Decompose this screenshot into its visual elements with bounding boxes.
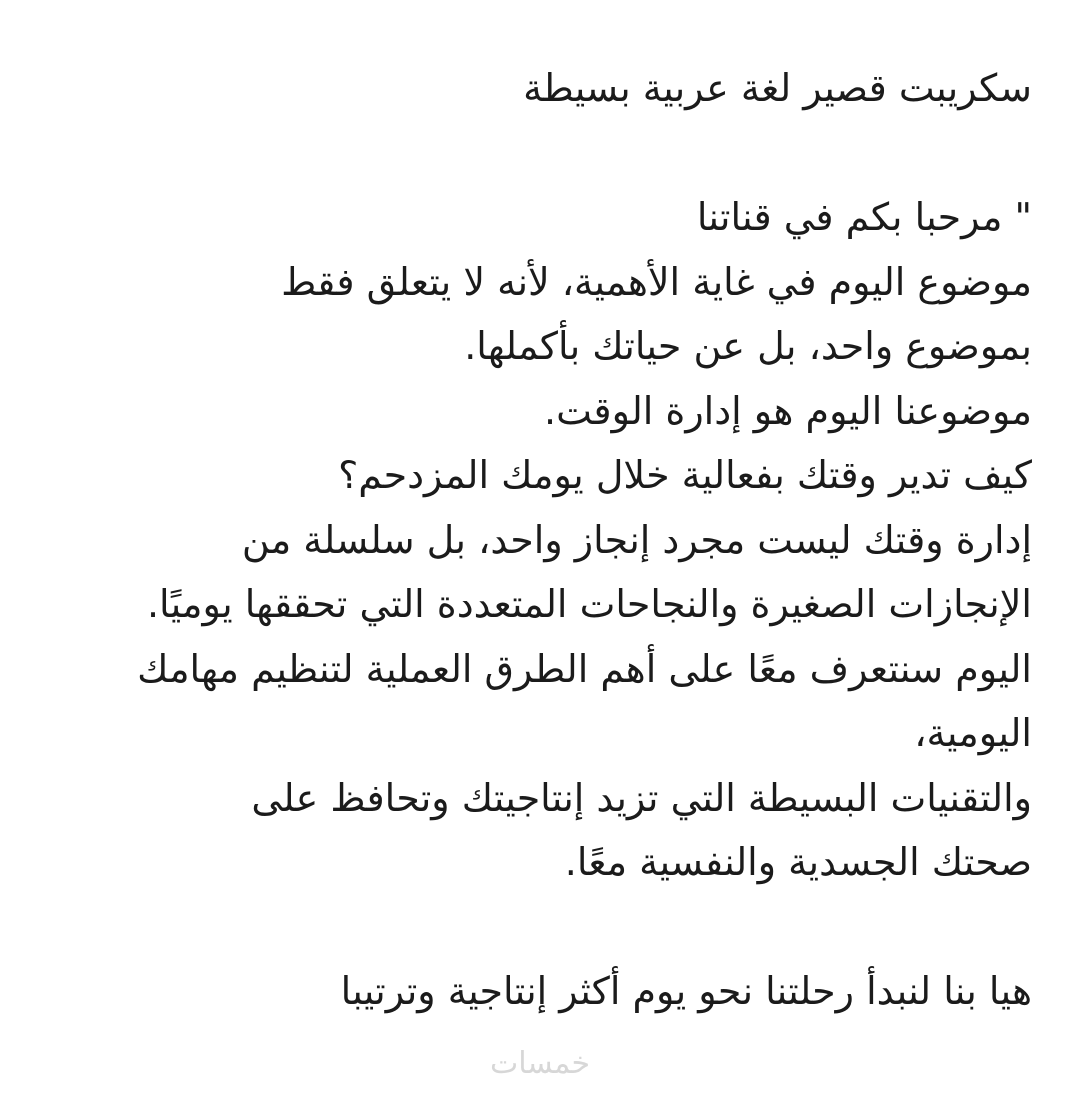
text-line: بموضوع واحد، بل عن حياتك بأكملها. (464, 324, 1032, 368)
text-line: كيف تدير وقتك بفعالية خلال يومك المزدحم؟ (338, 453, 1032, 497)
text-line: اليومية، (914, 711, 1032, 755)
text-line: إدارة وقتك ليست مجرد إنجاز واحد، بل سلسلة من (241, 517, 1032, 562)
watermark-logo: خمسات (489, 1046, 591, 1081)
text-line: والتقنيات البسيطة التي تزيد إنتاجيتك وتحافظ على (251, 775, 1032, 820)
blank-line (40, 895, 1032, 960)
text-line: موضوع اليوم في غاية الأهمية، لأنه لا يتعلق فقط (281, 259, 1032, 304)
text-line: اليوم سنتعرف معًا على أهم الطرق العملية لتنظيم مهامك (137, 646, 1032, 691)
closing-line: هيا بنا لنبدأ رحلتنا نحو يوم أكثر إنتاجية وترتيبا (340, 969, 1032, 1013)
document-title: سكريبت قصير لغة عربية بسيطة (523, 66, 1032, 110)
text-line: موضوعنا اليوم هو إدارة الوقت. (544, 388, 1032, 433)
text-line: صحتك الجسدية والنفسية معًا. (564, 840, 1032, 884)
blank-line (40, 121, 1032, 186)
text-line: الإنجازات الصغيرة والنجاحات المتعددة التي تحققها يوميًا. (146, 582, 1032, 626)
text-line: " مرحبا بكم في قناتنا (696, 195, 1032, 239)
